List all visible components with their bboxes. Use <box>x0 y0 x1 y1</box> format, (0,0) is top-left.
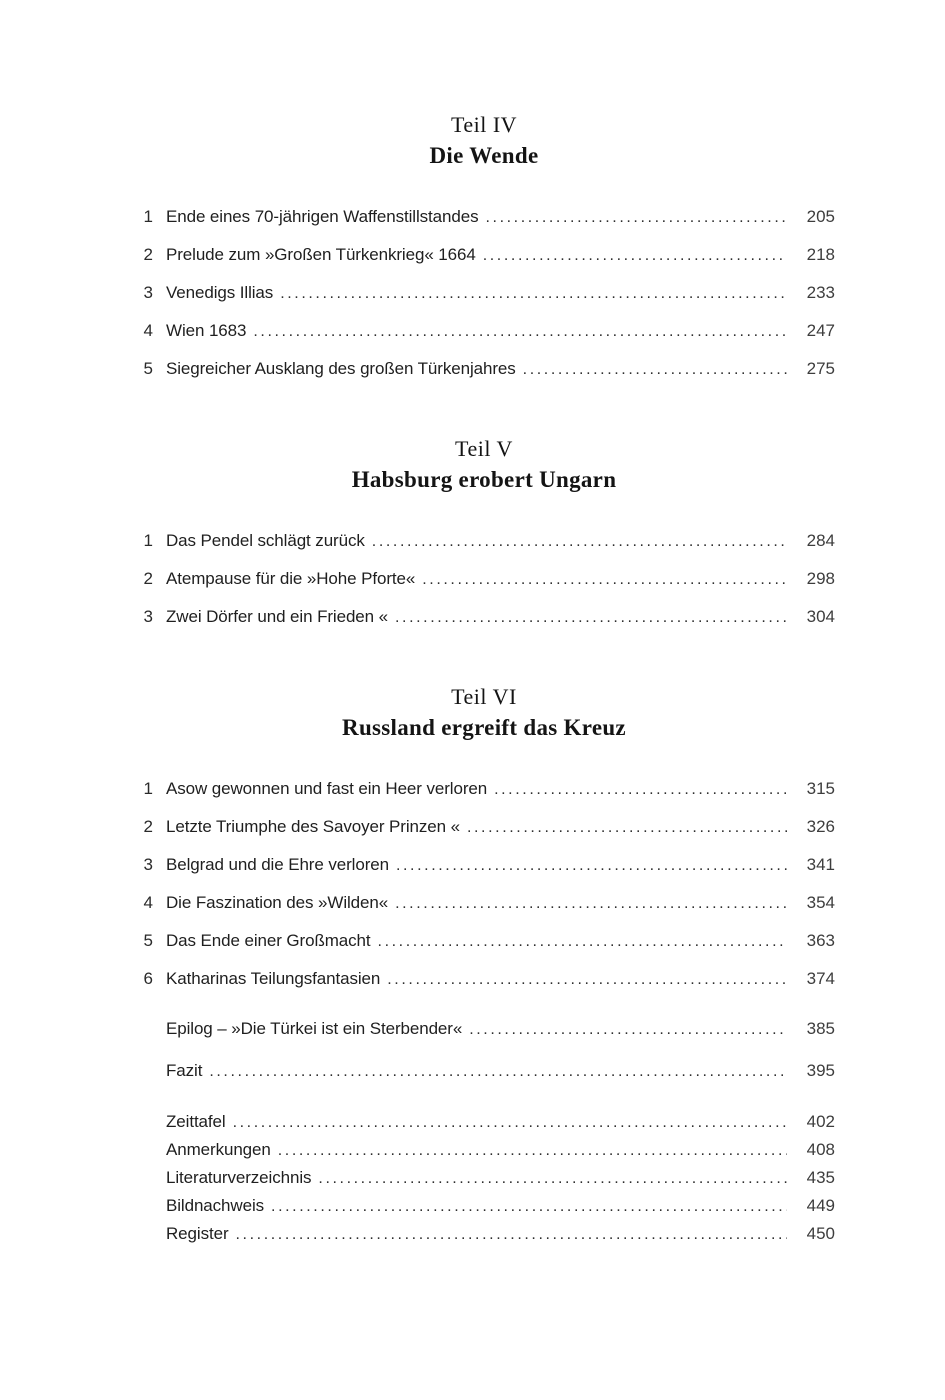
entry-label: Atempause für die »Hohe Pforte« <box>166 569 416 588</box>
section-heading <box>133 110 835 172</box>
dot-leader <box>378 923 787 961</box>
dot-leader <box>395 885 787 923</box>
entry-number: 4 <box>143 893 153 912</box>
entry-number: 1 <box>143 531 153 550</box>
dot-leader <box>523 351 787 389</box>
dot-leader <box>483 237 787 275</box>
entry-page: 326 <box>806 817 835 836</box>
entry-number: 2 <box>143 817 153 836</box>
section-entries <box>133 198 835 388</box>
entry-page: 247 <box>806 321 835 340</box>
toc-row <box>133 350 835 388</box>
entry-page: 450 <box>806 1224 835 1243</box>
entry-label: Die Faszination des »Wilden« <box>166 893 389 912</box>
entry-page: 363 <box>806 931 835 950</box>
entry-page: 298 <box>806 569 835 588</box>
entry-label: Katharinas Teilungsfantasien <box>166 969 381 988</box>
dot-leader <box>278 1137 787 1165</box>
toc-row <box>133 1050 835 1092</box>
toc-row <box>133 1008 835 1050</box>
entry-number: 3 <box>143 283 153 302</box>
toc-row <box>133 1136 835 1164</box>
entry-label: Letzte Triumphe des Savoyer Prinzen « <box>166 817 460 836</box>
entry-page: 435 <box>806 1168 835 1187</box>
entry-label: Venedigs Illias <box>166 283 274 302</box>
part-label: Teil VI <box>451 684 517 709</box>
dot-leader <box>253 313 787 351</box>
entry-label: Zeittafel <box>166 1112 226 1131</box>
entry-label: Epilog – »Die Türkei ist ein Sterbender« <box>166 1019 463 1038</box>
entry-number: 5 <box>143 931 153 950</box>
section-entries <box>133 522 835 636</box>
entry-page: 218 <box>806 245 835 264</box>
part-label: Teil V <box>455 436 513 461</box>
toc-row <box>133 1164 835 1192</box>
section-heading <box>133 682 835 744</box>
entry-page: 374 <box>806 969 835 988</box>
dot-leader <box>236 1221 787 1249</box>
dot-leader <box>271 1193 787 1221</box>
entry-page: 449 <box>806 1196 835 1215</box>
toc-row <box>133 1220 835 1248</box>
toc-row <box>133 1108 835 1136</box>
entry-page: 233 <box>806 283 835 302</box>
entry-label: Prelude zum »Großen Türkenkrieg« 1664 <box>166 245 476 264</box>
part-title: Russland ergreift das Kreuz <box>342 715 626 740</box>
section-heading <box>133 434 835 496</box>
entry-page: 385 <box>806 1019 835 1038</box>
part-title: Habsburg erobert Ungarn <box>351 467 617 492</box>
entry-page: 354 <box>806 893 835 912</box>
entry-page: 304 <box>806 607 835 626</box>
section-entries <box>133 770 835 998</box>
dot-leader <box>467 809 787 847</box>
entry-label: Wien 1683 <box>166 321 247 340</box>
entry-number: 6 <box>143 969 153 988</box>
toc-row <box>133 198 835 236</box>
entry-number: 1 <box>143 207 153 226</box>
entry-number: 1 <box>143 779 153 798</box>
entry-number: 2 <box>143 569 153 588</box>
toc-row <box>133 808 835 846</box>
dot-leader <box>396 847 787 885</box>
toc-row <box>133 1192 835 1220</box>
toc-row <box>133 960 835 998</box>
toc-row <box>133 884 835 922</box>
entry-label: Asow gewonnen und fast ein Heer verloren <box>166 779 488 798</box>
entry-page: 341 <box>806 855 835 874</box>
dot-leader <box>485 199 787 237</box>
toc-row <box>133 922 835 960</box>
entry-page: 402 <box>806 1112 835 1131</box>
backmatter-block <box>133 1108 835 1248</box>
toc-row <box>133 312 835 350</box>
entry-number: 3 <box>143 855 153 874</box>
toc-row <box>133 598 835 636</box>
entry-number: 3 <box>143 607 153 626</box>
dot-leader <box>422 561 787 599</box>
entry-page: 284 <box>806 531 835 550</box>
part-label: Teil IV <box>450 112 518 137</box>
entry-label: Fazit <box>166 1061 203 1080</box>
entry-label: Bildnachweis <box>166 1196 265 1215</box>
dot-leader <box>318 1165 787 1193</box>
dot-leader <box>395 599 787 637</box>
entry-label: Ende eines 70-jährigen Waffenstillstandes <box>166 207 479 226</box>
dot-leader <box>494 771 787 809</box>
entry-page: 205 <box>806 207 835 226</box>
toc-row <box>133 236 835 274</box>
entry-page: 408 <box>806 1140 835 1159</box>
dot-leader <box>209 1051 787 1093</box>
entry-page: 315 <box>806 779 835 798</box>
dot-leader <box>387 961 787 999</box>
toc-row <box>133 846 835 884</box>
entry-page: 275 <box>806 359 835 378</box>
dot-leader <box>280 275 787 313</box>
entry-page: 395 <box>806 1061 835 1080</box>
entry-label: Zwei Dörfer und ein Frieden « <box>166 607 388 626</box>
entry-label: Das Ende einer Großmacht <box>166 931 371 950</box>
dot-leader <box>233 1109 787 1137</box>
toc-row <box>133 522 835 560</box>
entry-label: Belgrad und die Ehre verloren <box>166 855 389 874</box>
entry-label: Anmerkungen <box>166 1140 271 1159</box>
entry-number: 2 <box>143 245 153 264</box>
part-title: Die Wende <box>429 143 539 168</box>
toc-row <box>133 770 835 808</box>
entry-label: Siegreicher Ausklang des großen Türkenjahres <box>166 359 516 378</box>
entry-label: Das Pendel schlägt zurück <box>166 531 365 550</box>
toc-row <box>133 274 835 312</box>
entry-number: 5 <box>143 359 153 378</box>
dot-leader <box>469 1009 787 1051</box>
toc-row <box>133 560 835 598</box>
dot-leader <box>372 523 787 561</box>
table-of-contents <box>133 0 835 1248</box>
entry-label: Register <box>166 1224 229 1243</box>
entry-number: 4 <box>143 321 153 340</box>
entry-label: Literaturverzeichnis <box>166 1168 312 1187</box>
extras-block <box>133 1008 835 1092</box>
